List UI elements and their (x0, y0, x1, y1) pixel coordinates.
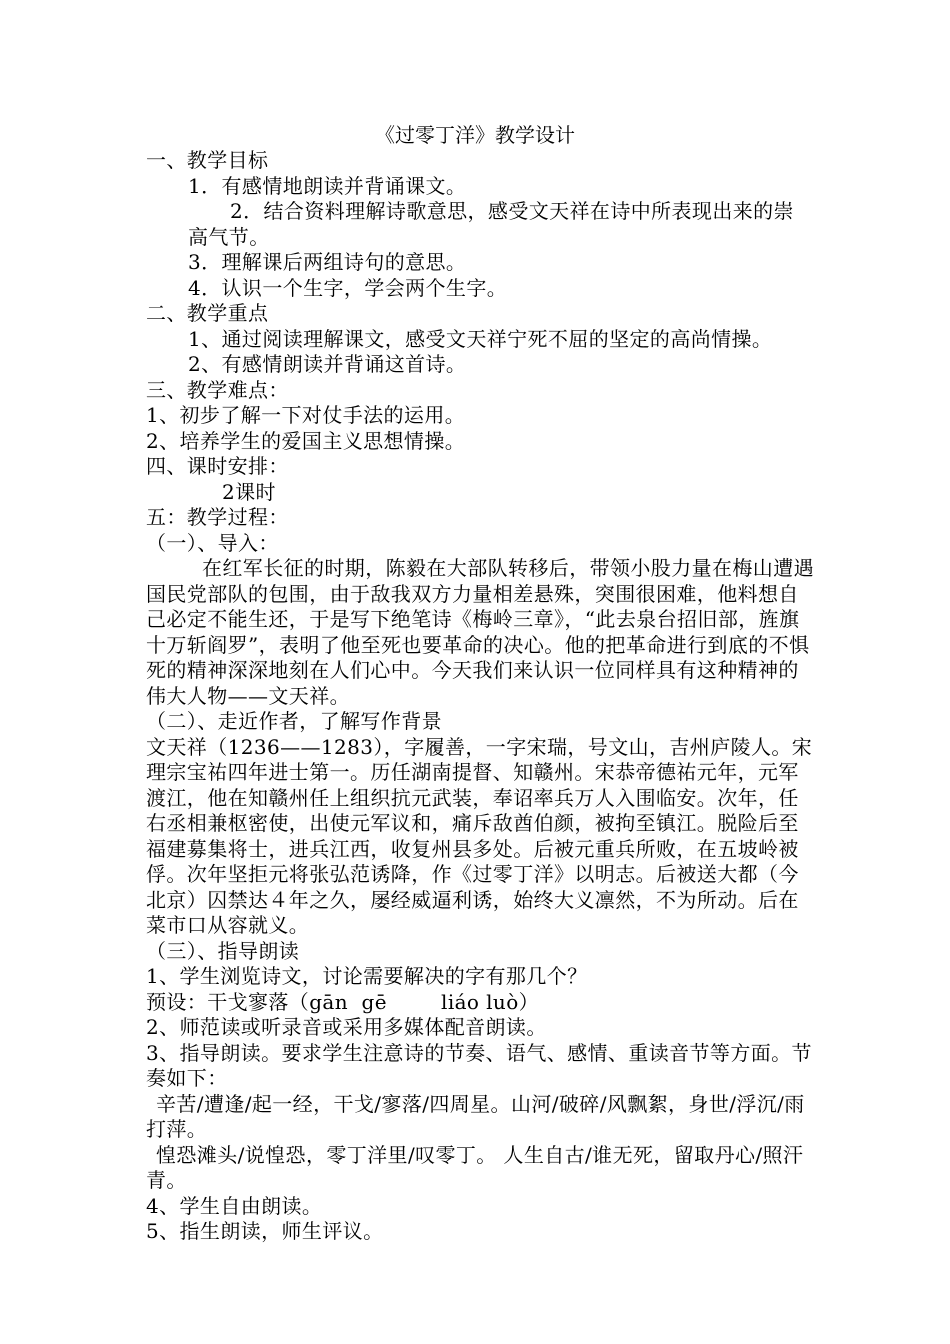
reading-line-5: 4、学生自由朗读。 (146, 1193, 323, 1218)
goal-item-3: 3．理解课后两组诗句的意思。 (188, 250, 467, 274)
focus-item-1: 1、通过阅读理解课文，感受文天祥宁死不屈的坚定的高尚情操。 (188, 326, 773, 351)
focus-item-2: 2、有感情朗读并背诵这首诗。 (188, 352, 467, 376)
author-paragraph: 文天祥（1236——1283），字履善，一字宋瑞，号文山，吉州庐陵人。宋理宗宝祐四年进士第一。历任湖南提督、知赣州。宋恭帝德祐元年，元军渡江，他在知赣州任上组织抗元武装，奉诏率兵万人入围临安。次年，任右丞相兼枢密使，出使元军议和，痛斥敌酋伯颜，被拘至镇江。脱险后至福建募集将士，进兵江西，收复州县多处。后被元重兵所败，在五坡岭被俘。次年坚拒元将张弘范诱降，作《过零丁洋》以明志。后被送大都（今北京）囚禁达４年之久，屡经威逼利诱，始终大义凛然，不为所动。后在菜市口从容就义。 (146, 734, 813, 937)
goals-heading: 一、教学目标 (146, 148, 269, 172)
difficulty-item-2: 2、培养学生的爱国主义思想情操。 (146, 428, 466, 453)
reading-line-2: 预设：干戈寥落（gān gē liáo luò） (146, 989, 540, 1014)
goal-item-4: 4．认识一个生字，学会两个生字。 (188, 275, 508, 300)
document-body (146, 148, 814, 1245)
process-heading: 五：教学过程： (146, 505, 289, 529)
reading-line-6: 5、指生朗读，师生评议。 (146, 1219, 384, 1243)
goal-item-1: 1．有感情地朗读并背诵课文。 (188, 173, 467, 198)
intro-heading: （一）、导入： (146, 530, 279, 555)
author-heading: （二）、走近作者，了解写作背景 (146, 709, 442, 733)
difficulty-item-1: 1、初步了解一下对仗手法的运用。 (146, 403, 466, 427)
document-title: 《过零丁洋》教学设计 (375, 123, 575, 147)
schedule-heading: 四、课时安排： (146, 454, 289, 478)
rhythm-line-1: 辛苦/遭逢/起一经，干戈/寥落/四周星。山河/破碎/风飘絮，身世/浮沉/雨打萍。 (146, 1091, 805, 1141)
reading-line-1: 1、学生浏览诗文，讨论需要解决的字有那几个？ (146, 964, 588, 988)
reading-heading: （三）、指导朗读 (146, 938, 300, 963)
focus-heading: 二、教学重点 (146, 301, 269, 325)
goal-item-2: 2．结合资料理解诗歌意思，感受文天祥在诗中所表现出来的崇高气节。 (188, 199, 794, 249)
reading-line-4: 3、指导朗读。要求学生注意诗的节奏、语气、感情、重读音节等方面。节奏如下： (146, 1040, 812, 1090)
schedule-value: 2课时 (222, 479, 276, 504)
intro-paragraph: 在红军长征的时期，陈毅在大部队转移后，带领小股力量在梅山遭遇国民党部队的包围，由于敌我双方力量相差悬殊，突围很困难，他料想自己必定不能生还，于是写下绝笔诗《梅岭三章》，“此去泉台招旧部，旌旗十万斩阎罗”，表明了他至死也要革命的决心。他的把革命进行到底的不惧死的精神深深地刻在人们心中。今天我们来认识一位同样具有这种精神的伟大人物——文天祥。 (146, 556, 814, 708)
reading-line-3: 2、师范读或听录音或采用多媒体配音朗读。 (146, 1015, 547, 1039)
difficulty-heading: 三、教学难点： (146, 377, 289, 402)
rhythm-line-2: 惶恐滩头/说惶恐，零丁洋里/叹零丁。 人生自古/谁无死，留取丹心/照汗青。 (146, 1142, 804, 1192)
